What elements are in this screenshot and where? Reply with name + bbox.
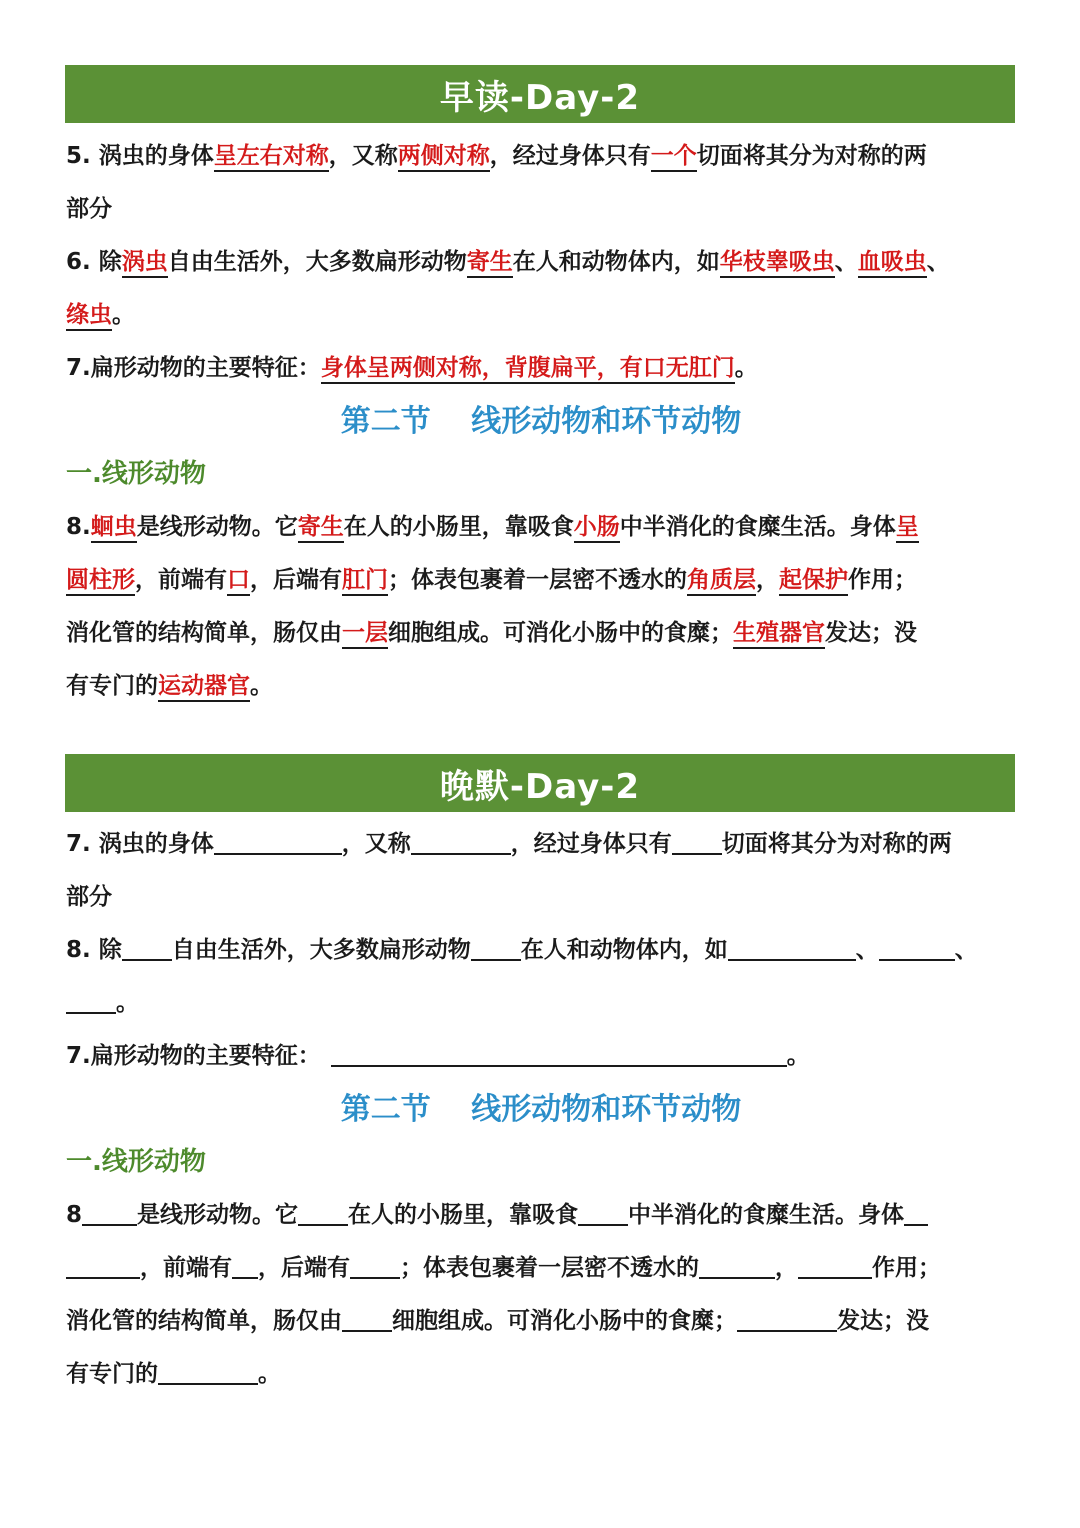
text: 中半消化的食糜生活。身体 (628, 1202, 905, 1228)
evening-sub-title: 一.线形动物 (66, 1147, 206, 1177)
text: 部分 (66, 884, 112, 910)
evening-q7-line2 (66, 871, 1016, 924)
answer: 一个 (651, 143, 697, 172)
text: 发达；没 (837, 1308, 929, 1334)
text: ，经过身体只有 (510, 831, 672, 857)
evening-banner (65, 754, 1015, 812)
answer: 呈左右对称 (214, 143, 329, 172)
text: ， (775, 1255, 798, 1281)
morning-content (66, 130, 1016, 713)
text: 8. (66, 514, 91, 540)
answer: 华枝睾吸虫 (720, 249, 835, 278)
evening-banner-title: 晚默-Day-2 (439, 766, 641, 807)
text: 在人的小肠里，靠吸食 (348, 1202, 579, 1228)
morning-q8-line3 (66, 607, 1016, 660)
morning-section-title: 第二节 线形动物和环节动物 (340, 404, 742, 439)
answer: 小肠 (574, 514, 620, 543)
text: 。 (258, 1361, 281, 1387)
text: ，后端有 (258, 1255, 350, 1281)
text: 、 (855, 937, 879, 963)
text: 7.扁形动物的主要特征： (66, 1043, 321, 1069)
morning-banner (65, 65, 1015, 123)
morning-banner-title: 早读-Day-2 (439, 77, 641, 118)
text: ，前端有 (135, 567, 227, 593)
text: 。 (116, 990, 139, 1016)
evening-q8-line1 (66, 924, 1016, 977)
fill-blank[interactable] (411, 830, 511, 855)
text: 。 (786, 1043, 810, 1069)
fill-blank[interactable] (350, 1254, 400, 1279)
fill-blank[interactable] (214, 830, 342, 855)
text: 中半消化的食糜生活。身体 (619, 514, 896, 540)
text: 消化管的结构简单，肠仅由 (66, 620, 342, 646)
text: 7.扁形动物的主要特征： (66, 355, 321, 381)
evening-q8b-line2 (66, 1242, 1016, 1295)
text: 、 (954, 937, 978, 963)
text: 自由生活外，大多数扁形动物 (171, 937, 471, 963)
answer: 身体呈两侧对称，背腹扁平，有口无肛门 (321, 355, 735, 384)
answer: 运动器官 (158, 673, 250, 702)
text: 是线形动物。它 (137, 1202, 299, 1228)
evening-content (66, 818, 1016, 1401)
answer: 蛔虫 (91, 514, 137, 543)
fill-blank[interactable] (672, 830, 722, 855)
answer: 绦虫 (66, 302, 112, 331)
fill-blank[interactable] (122, 936, 172, 961)
answer: 两侧对称 (398, 143, 490, 172)
answer: 涡虫 (122, 249, 168, 278)
text: 。 (112, 302, 135, 328)
text: 6. 除 (66, 249, 122, 275)
text: 细胞组成。可消化小肠中的食糜； (388, 620, 733, 646)
answer: 角质层 (687, 567, 756, 596)
text: 有专门的 (66, 673, 158, 699)
answer: 肛门 (342, 567, 388, 596)
answer: 寄生 (467, 249, 513, 278)
text: 在人的小肠里，靠吸食 (343, 514, 574, 540)
fill-blank[interactable] (82, 1201, 137, 1226)
text: 发达；没 (825, 620, 917, 646)
fill-blank[interactable] (66, 989, 116, 1014)
morning-q8-line1 (66, 501, 1016, 554)
text: ，又称 (328, 143, 398, 169)
text: 7. 涡虫的身体 (66, 831, 214, 857)
evening-q7-line1 (66, 818, 1016, 871)
fill-blank[interactable] (798, 1254, 872, 1279)
evening-q8b-line4 (66, 1348, 1016, 1401)
fill-blank[interactable] (737, 1307, 837, 1332)
text: 切面将其分为对称的两 (721, 831, 952, 857)
fill-blank[interactable] (879, 936, 955, 961)
morning-q5-line2 (66, 183, 1016, 236)
fill-blank[interactable] (331, 1042, 787, 1067)
answer: 起保护 (779, 567, 848, 596)
text: ；体表包裹着一层密不透水的 (388, 567, 687, 593)
answer: 口 (227, 567, 250, 596)
text: 有专门的 (66, 1361, 158, 1387)
morning-q6-line1 (66, 236, 1016, 289)
evening-q8b-line3 (66, 1295, 1016, 1348)
fill-blank[interactable] (158, 1360, 258, 1385)
text: ， (756, 567, 779, 593)
morning-q8-line4 (66, 660, 1016, 713)
evening-q8b-line1 (66, 1189, 1016, 1242)
text: 作用； (872, 1255, 941, 1281)
morning-q6-line2 (66, 289, 1016, 342)
text: 、 (834, 249, 858, 275)
evening-q8-line2 (66, 977, 1016, 1030)
evening-section-title: 第二节 线形动物和环节动物 (340, 1092, 742, 1127)
fill-blank[interactable] (342, 1307, 392, 1332)
fill-blank[interactable] (699, 1254, 775, 1279)
text: 8 (66, 1202, 83, 1228)
answer: 圆柱形 (66, 567, 135, 596)
morning-q7-line (66, 342, 1016, 395)
answer: 血吸虫 (858, 249, 927, 278)
text: 消化管的结构简单，肠仅由 (66, 1308, 342, 1334)
text: ，前端有 (140, 1255, 232, 1281)
text: 是线形动物。它 (136, 514, 298, 540)
fill-blank[interactable] (904, 1201, 928, 1226)
morning-q8-line2 (66, 554, 1016, 607)
text: 切面将其分为对称的两 (696, 143, 927, 169)
evening-q7b-line (66, 1030, 1016, 1083)
morning-sub-title: 一.线形动物 (66, 459, 206, 489)
morning-q5-line1 (66, 130, 1016, 183)
text: 、 (926, 249, 950, 275)
fill-blank[interactable] (728, 936, 856, 961)
text: ，又称 (341, 831, 411, 857)
text: 细胞组成。可消化小肠中的食糜； (392, 1308, 737, 1334)
text: 自由生活外，大多数扁形动物 (167, 249, 467, 275)
text: 部分 (66, 196, 112, 222)
answer: 生殖器官 (733, 620, 825, 649)
answer: 呈 (896, 514, 919, 543)
fill-blank[interactable] (471, 936, 521, 961)
text: 。 (250, 673, 273, 699)
text: 作用； (848, 567, 917, 593)
text: ，后端有 (250, 567, 342, 593)
text: 在人和动物体内，如 (512, 249, 720, 275)
fill-blank[interactable] (66, 1254, 140, 1279)
answer: 寄生 (298, 514, 344, 543)
text: 。 (734, 355, 758, 381)
text: 在人和动物体内，如 (520, 937, 728, 963)
fill-blank[interactable] (298, 1201, 348, 1226)
answer: 一层 (342, 620, 388, 649)
fill-blank[interactable] (232, 1254, 258, 1279)
text: ；体表包裹着一层密不透水的 (400, 1255, 699, 1281)
text: ，经过身体只有 (489, 143, 651, 169)
text: 8. 除 (66, 937, 122, 963)
fill-blank[interactable] (578, 1201, 628, 1226)
text: 5. 涡虫的身体 (66, 143, 214, 169)
